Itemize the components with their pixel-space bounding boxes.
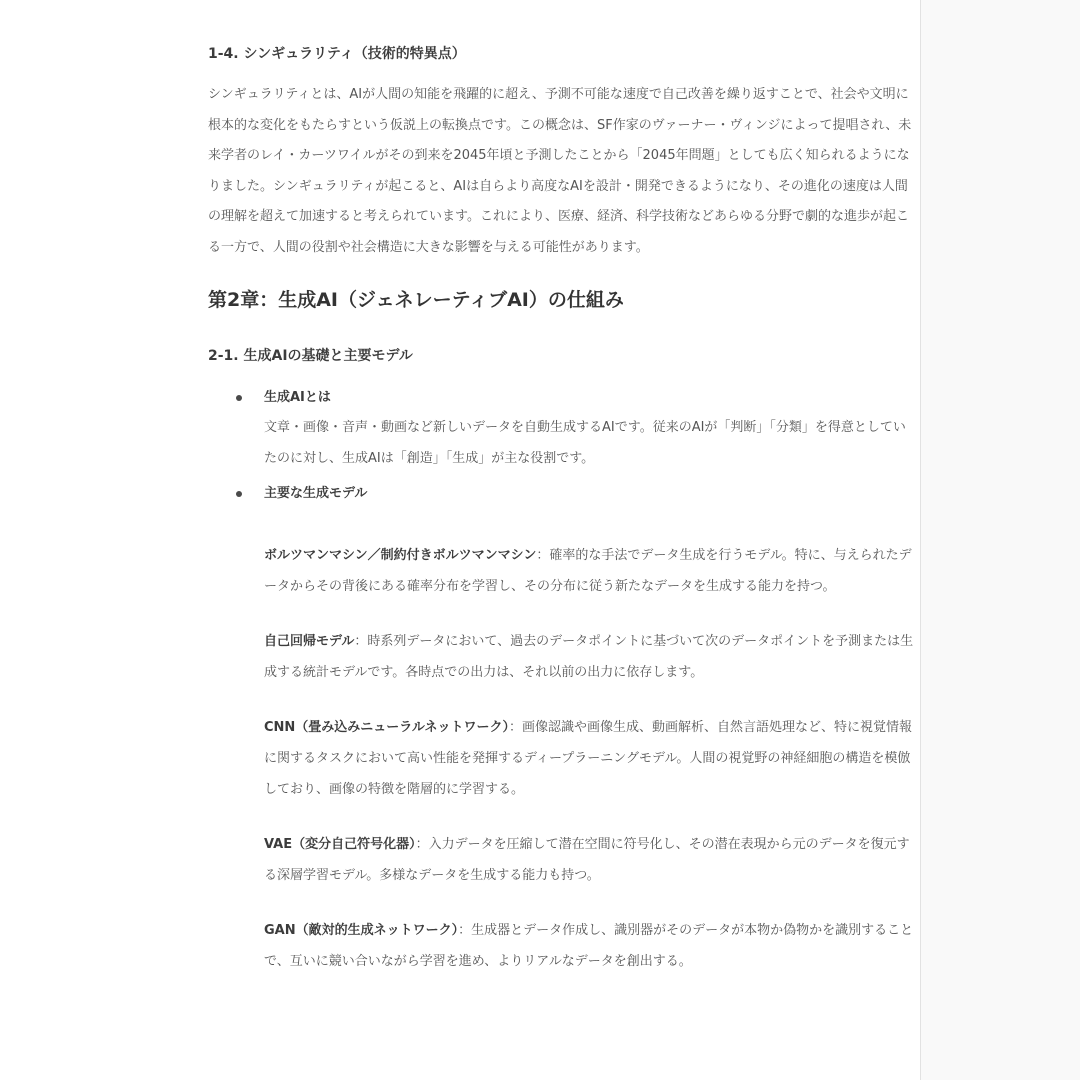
model-entry-autoregressive <box>264 626 920 688</box>
model-description: ：確率的な手法でデータ生成を行うモデル。特に、与えられたデータからその背後にある確率分布を学習し、その分布に従う新たなデータを生成する能力を持つ。 <box>264 547 912 594</box>
section-heading-1-4: 1-4. シンギュラリティ（技術的特異点） <box>208 46 466 62</box>
model-name: GAN（敵対的生成ネットワーク） <box>264 922 459 938</box>
model-description: ：入力データを圧縮して潜在空間に符号化し、その潜在表現から元のデータを復元する深層学習モデル。多様なデータを生成する能力も持つ。 <box>264 836 910 883</box>
model-description: ：生成器とデータ作成し、識別器がそのデータが本物か偽物かを識別することで、互いに競い合いながら学習を進め、よりリアルなデータを創出する。 <box>264 922 914 969</box>
singularity-paragraph: シンギュラリティとは、AIが人間の知能を飛躍的に超え、予測不可能な速度で自己改善を繰り返すことで、社会や文明に根本的な変化をもたらすという仮説上の転換点です。この概念は、SF作家のヴァーナー・ヴィンジによって提唱され、未来学者のレイ・カーツワイルがその到来を2045年頃と予測したことから「2045年問題」としても広く知られるようになりました。シンギュラリティが起こると、AIは自らより高度なAIを設計・開発できるようになり、その進化の速度は人間の理解を超えて加速すると考えられています。これにより、医療、経済、科学技術などあらゆる分野で劇的な進歩が起こる一方で、人間の役割や社会構造に大きな影響を与える可能性があります。 <box>208 87 912 255</box>
model-entry-vae <box>264 829 920 891</box>
section-heading-2-1: 2-1. 生成AIの基礎と主要モデル <box>208 347 413 364</box>
model-name: 自己回帰モデル <box>264 633 355 649</box>
model-name: VAE（変分自己符号化器） <box>264 836 416 852</box>
model-list <box>208 540 920 977</box>
model-name: ボルツマンマシン／制約付きボルツマンマシン <box>264 547 537 563</box>
bullet-dot-icon <box>236 491 242 497</box>
model-description: ：時系列データにおいて、過去のデータポイントに基づいて次のデータポイントを予測または生成する統計モデルです。各時点での出力は、それ以前の出力に依存します。 <box>264 633 914 680</box>
model-name: CNN（畳み込みニューラルネットワーク） <box>264 719 510 735</box>
chapter-2-heading: 第2章：生成AI（ジェネレーティブAI）の仕組み <box>208 288 624 311</box>
bullet-description: 文章・画像・音声・動画など新しいデータを自動生成するAIです。従来のAIが「判断」「分類」を得意としていたのに対し、生成AIは「創造」「生成」が主な役割です。 <box>264 419 906 466</box>
bullet-item-generative-ai <box>208 388 920 474</box>
model-entry-cnn <box>264 712 920 805</box>
model-entry-gan <box>264 915 920 977</box>
bullet-dot-icon <box>236 395 242 401</box>
bullet-title: 生成AIとは <box>264 389 331 405</box>
model-description: ：画像認識や画像生成、動画解析、自然言語処理など、特に視覚情報に関するタスクにおいて高い性能を発揮するディープラーニングモデル。人間の視覚野の神経細胞の構造を模倣しており、画像の特徴を階層的に学習する。 <box>264 719 913 797</box>
model-entry-boltzmann <box>264 540 920 602</box>
bullet-item-main-models <box>208 484 920 504</box>
document-content <box>208 44 920 1001</box>
bullet-list <box>208 388 920 504</box>
bullet-title: 主要な生成モデル <box>264 485 368 501</box>
page-edge-divider <box>920 0 921 1080</box>
